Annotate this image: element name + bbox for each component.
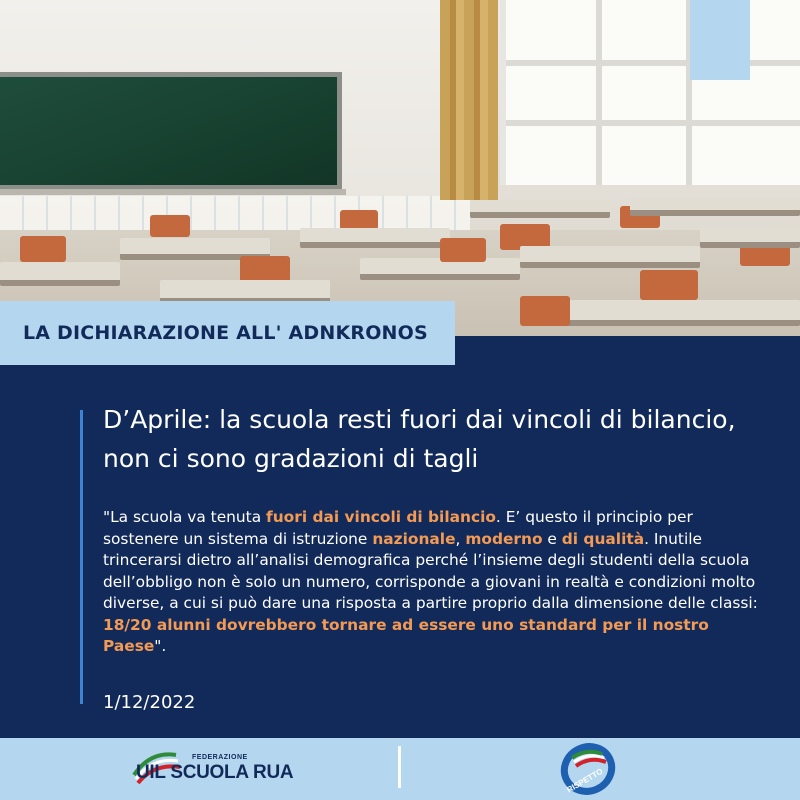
quote-text-part: . Inutile trincerarsi dietro all’analisi demografica perché l’insieme degli studenti della scuola dell’obbligo non è solo un numero, corrisponde a giovani in realtà e condizioni molto diverse, a cui si può dare una risposta a partire proprio dalla dimensione delle classi: (103, 529, 758, 612)
quote-text-part: "La scuola va tenuta (103, 508, 267, 526)
logo-text-uil-scuola-rua: UIL SCUOLA RUA (136, 762, 294, 783)
desk (360, 258, 520, 280)
chair (640, 270, 698, 300)
classroom-photo (0, 0, 800, 336)
curtain (440, 0, 498, 200)
desk (300, 228, 450, 248)
quote-highlight: fuori dai vincoli di bilancio (266, 508, 496, 526)
desk (630, 198, 800, 216)
rispetto-logo-text: RISPETTO (565, 766, 605, 795)
quote-highlight: nazionale (372, 529, 456, 548)
desk (700, 228, 800, 248)
decorative-accent-block (690, 0, 750, 80)
rispetto-logo (560, 742, 616, 796)
headline: D’Aprile: la scuola resti fuori dai vincoli di bilancio, non ci sono gradazioni di tagli (103, 405, 736, 473)
quote-accent-bar (80, 410, 83, 704)
quote-highlight: 18/20 alunni dovrebbero tornare ad essere uno standard per il nostro Paese (103, 615, 709, 655)
quote-text-part: e (542, 529, 562, 548)
quote-text (103, 507, 773, 658)
quote-highlight: di qualità (561, 529, 645, 548)
logo-text-federazione: FEDERAZIONE (192, 754, 248, 761)
desk (520, 246, 700, 268)
chair (20, 236, 66, 262)
quote-highlight: moderno (465, 529, 543, 548)
quote-text-part: ". (154, 637, 167, 655)
footer-divider (398, 746, 401, 788)
desk (0, 262, 120, 286)
chair (150, 215, 190, 237)
chair (440, 238, 486, 262)
section-tag-label: LA DICHIARAZIONE ALL' ADNKRONOS (23, 322, 428, 344)
desk (470, 200, 610, 218)
quote-text-part: . E’ questo il principio per sostenere un sistema di istruzione (103, 508, 693, 548)
classroom-window (500, 0, 800, 185)
section-tag (0, 301, 455, 365)
chalkboard (0, 72, 342, 190)
chalkboard-ledge (0, 189, 346, 195)
chair (340, 210, 378, 230)
desk (560, 300, 800, 326)
quote-text-part: , (455, 529, 466, 548)
chair (520, 296, 570, 326)
publication-date: 1/12/2022 (103, 692, 196, 713)
